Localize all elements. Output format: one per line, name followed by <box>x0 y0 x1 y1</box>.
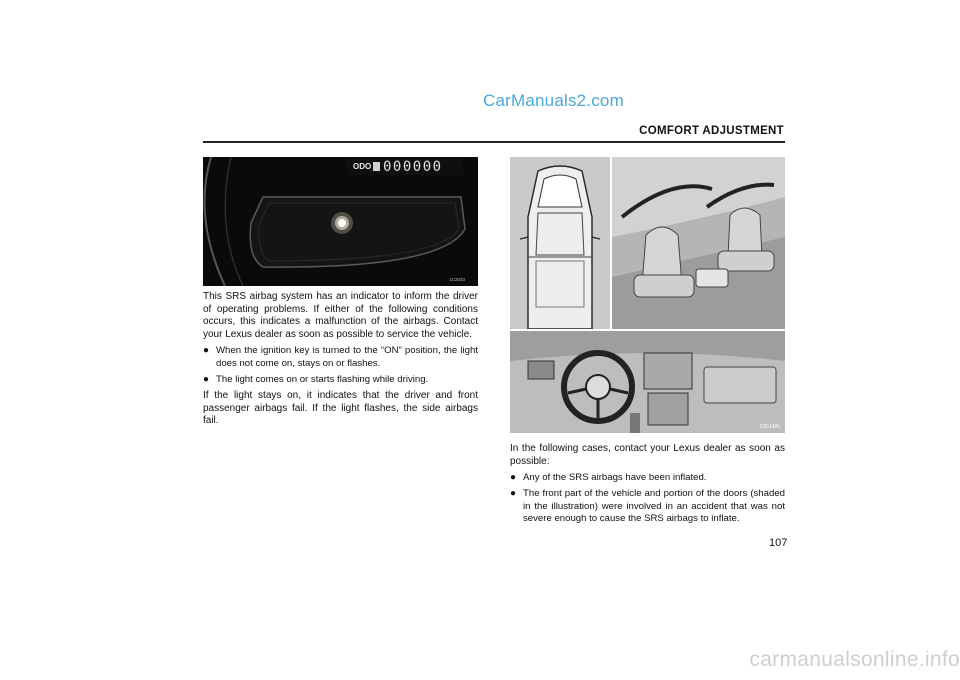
bullet-icon: ● <box>510 488 517 500</box>
figure-code-right: 10G142b <box>759 424 780 430</box>
left-bullet-1-text: When the ignition key is turned to the “ON” position, the light does not come on, stays on or flashes. <box>216 345 478 369</box>
steering-wheel-icon <box>586 375 610 399</box>
section-title: COMFORT ADJUSTMENT <box>639 125 784 137</box>
left-intro: This SRS airbag system has an indicator to inform the driver of operating problems. If either of the following conditions occurs, this indicates a malfunction of the airbags. Contact your Lexus dealer as soon as possible to service the vehicle. <box>203 291 478 340</box>
brand-watermark: CarManuals2.com <box>483 91 624 110</box>
right-column <box>510 443 785 529</box>
odometer-label: ODO <box>353 162 372 171</box>
page-number: 107 <box>769 537 788 549</box>
right-bullet-1-text: Any of the SRS airbags have been inflated. <box>523 472 707 484</box>
left-bullet-2-text: The light comes on or starts flashing while driving. <box>216 373 429 385</box>
left-bullet-1 <box>203 345 478 369</box>
left-conclusion: If the light stays on, it indicates that the driver and front passenger airbags fail. If the light flashes, the side airbags fail. <box>203 389 478 427</box>
left-column <box>203 291 478 432</box>
figure-code: 1C2033 <box>449 277 465 282</box>
car-top-view-illustration <box>510 157 610 329</box>
odometer-value: 000000 <box>383 159 443 175</box>
right-bullet-2-text: The front part of the vehicle and portion of the doors (shaded in the illustration) were involved in an accident that was not severe enough to cause the SRS airbags to inflate. <box>523 488 785 524</box>
footer-watermark: carmanualsonline.info <box>749 648 960 671</box>
left-bullet-2 <box>203 374 478 386</box>
airbag-warning-light-icon <box>338 219 346 227</box>
bullet-icon: ● <box>203 345 210 357</box>
dashboard-illustration <box>510 331 785 433</box>
right-bullet-1 <box>510 472 785 484</box>
srs-indicator-figure <box>203 157 478 286</box>
bullet-icon: ● <box>203 373 210 385</box>
right-intro: In the following cases, contact your Lexus dealer as soon as possible: <box>510 443 785 467</box>
right-bullet-2 <box>510 488 785 525</box>
bullet-icon: ● <box>510 472 517 484</box>
header-rule <box>203 141 785 143</box>
seats-illustration <box>612 157 785 329</box>
